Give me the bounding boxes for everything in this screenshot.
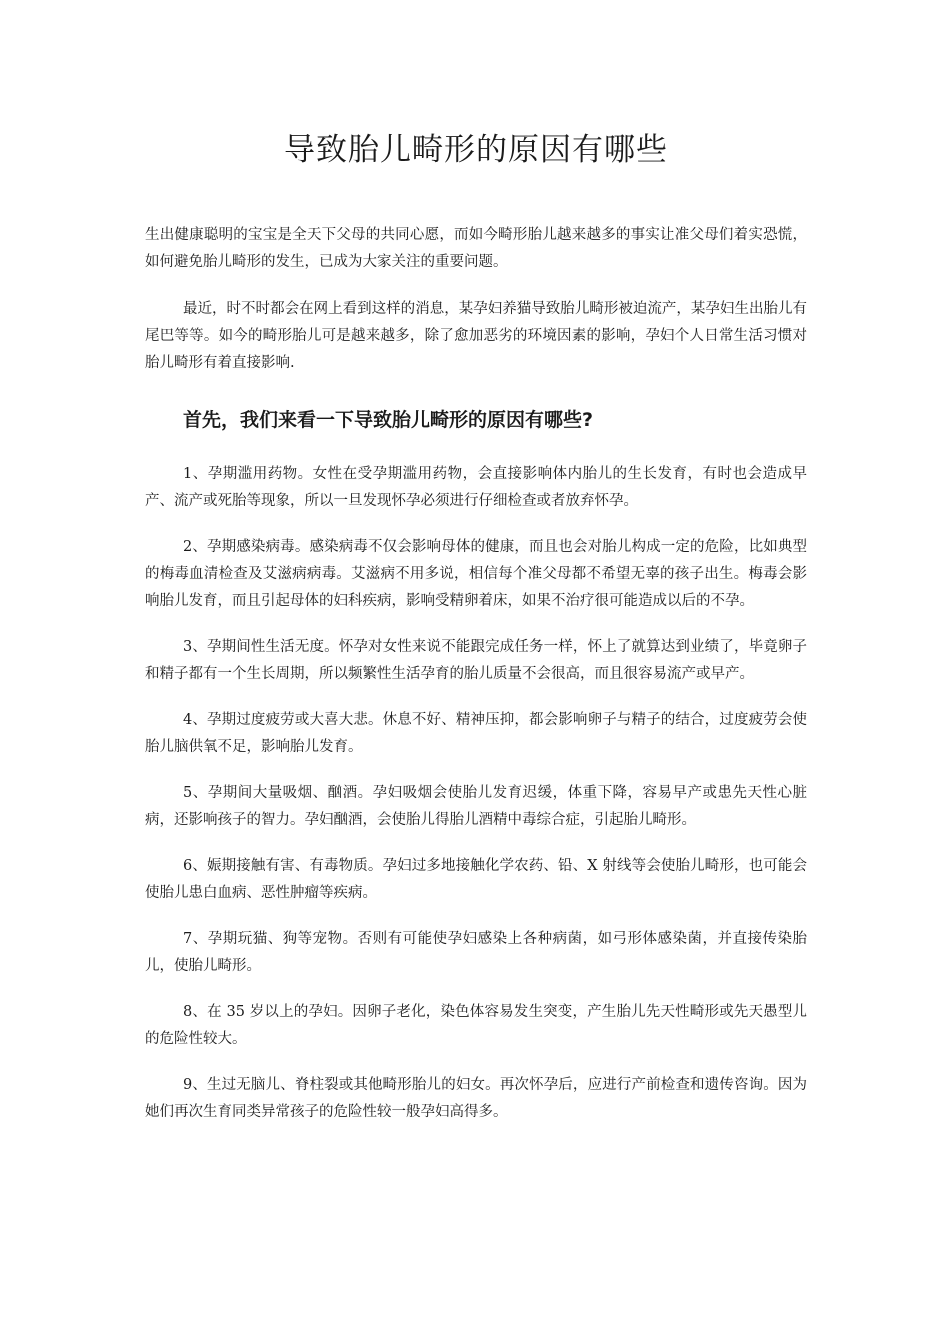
intro-paragraph: 生出健康聪明的宝宝是全天下父母的共同心愿，而如今畸形胎儿越来越多的事实让准父母们着实恐慌，如何避免胎儿畸形的发生，已成为大家关注的重要问题。 — [145, 227, 807, 270]
document-body — [145, 222, 807, 1145]
cause-item: 4、孕期过度疲劳或大喜大悲。休息不好、精神压抑，都会影响卵子与精子的结合，过度疲劳会使胎儿脑供氧不足，影响胎儿发育。 — [145, 712, 807, 755]
intro-paragraph: 最近，时不时都会在网上看到这样的消息，某孕妇养猫导致胎儿畸形被迫流产，某孕妇生出胎儿有尾巴等等。如今的畸形胎儿可是越来越多，除了愈加恶劣的环境因素的影响，孕妇个人日常生活习惯对胎儿畸形有着直接影响. — [145, 301, 807, 371]
section-heading: 首先，我们来看一下导致胎儿畸形的原因有哪些? — [183, 409, 594, 431]
page-title: 导致胎儿畸形的原因有哪些 — [284, 132, 668, 168]
cause-list — [145, 461, 807, 1126]
cause-item: 1、孕期滥用药物。女性在受孕期滥用药物，会直接影响体内胎儿的生长发育，有时也会造成早产、流产或死胎等现象，所以一旦发现怀孕必须进行仔细检查或者放弃怀孕。 — [145, 466, 807, 509]
cause-item: 2、孕期感染病毒。感染病毒不仅会影响母体的健康，而且也会对胎儿构成一定的危险，比如典型的梅毒血清检查及艾滋病病毒。艾滋病不用多说，相信每个准父母都不希望无辜的孩子出生。梅毒会影响胎儿发育，而且引起母体的妇科疾病，影响受精卵着床，如果不治疗很可能造成以后的不孕。 — [145, 539, 807, 609]
cause-item: 8、在 35 岁以上的孕妇。因卵子老化，染色体容易发生突变，产生胎儿先天性畸形或先天愚型儿的危险性较大。 — [145, 1004, 807, 1047]
cause-item: 3、孕期间性生活无度。怀孕对女性来说不能跟完成任务一样，怀上了就算达到业绩了，毕竟卵子和精子都有一个生长周期，所以频繁性生活孕育的胎儿质量不会很高，而且很容易流产或早产。 — [145, 639, 807, 682]
cause-item: 6、娠期接触有害、有毒物质。孕妇过多地接触化学农药、铅、X 射线等会使胎儿畸形，也可能会使胎儿患白血病、恶性肿瘤等疾病。 — [145, 858, 807, 901]
cause-item: 9、生过无脑儿、脊柱裂或其他畸形胎儿的妇女。再次怀孕后，应进行产前检查和遗传咨询。因为她们再次生育同类异常孩子的危险性较一般孕妇高得多。 — [145, 1077, 807, 1120]
cause-item: 5、孕期间大量吸烟、酗酒。孕妇吸烟会使胎儿发育迟缓，体重下降，容易早产或患先天性心脏病，还影响孩子的智力。孕妇酗酒，会使胎儿得胎儿酒精中毒综合症，引起胎儿畸形。 — [145, 785, 807, 828]
cause-item: 7、孕期玩猫、狗等宠物。否则有可能使孕妇感染上各种病菌，如弓形体感染菌，并直接传染胎儿，使胎儿畸形。 — [145, 931, 807, 974]
